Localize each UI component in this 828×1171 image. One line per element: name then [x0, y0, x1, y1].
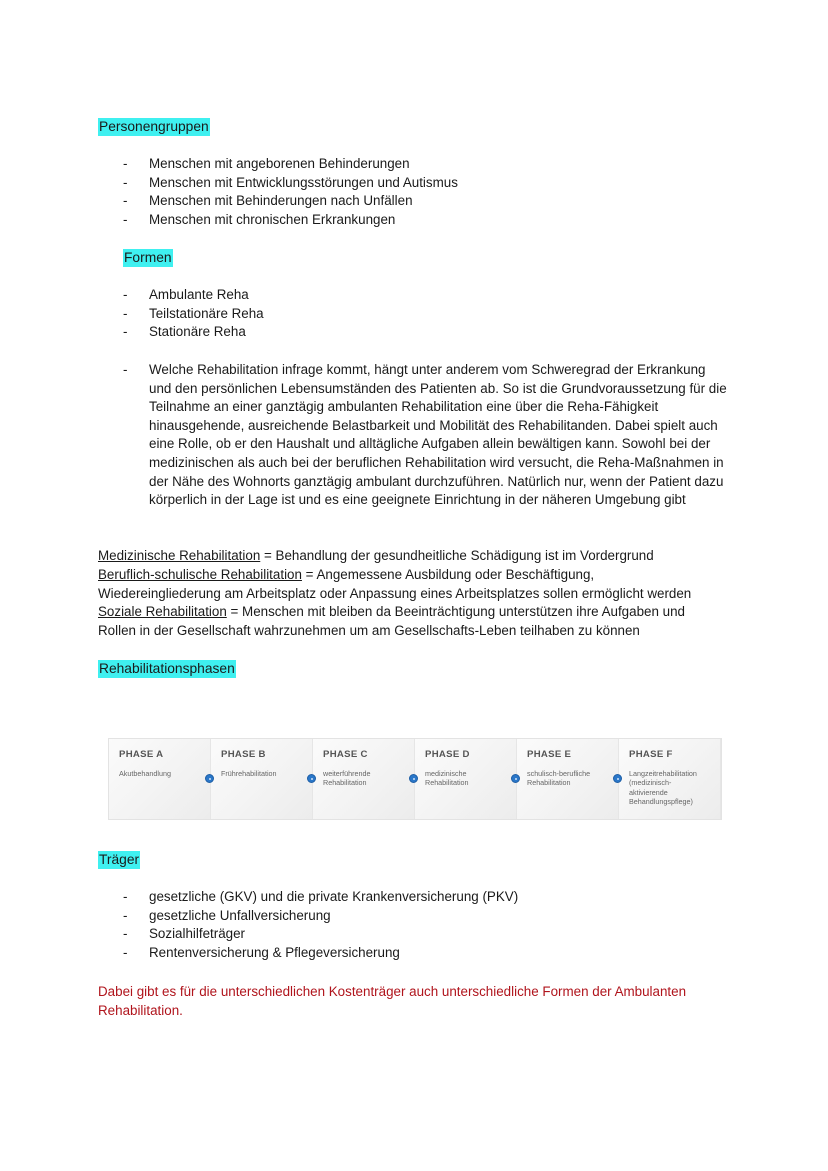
- list-marker: -: [123, 193, 128, 209]
- definition-sozial-cont: Rollen in der Gesellschaft wahrzunehmen um am Gesellschafts-Leben teilhaben zu können: [98, 623, 640, 639]
- heading-rehabilitationsphasen: Rehabilitationsphasen: [99, 661, 235, 676]
- phase-description: weiterführende Rehabilitation: [323, 769, 371, 788]
- personengruppen-list: [123, 155, 458, 230]
- heading-personengruppen: Personengruppen: [99, 119, 209, 134]
- traeger-list: [123, 888, 518, 963]
- phase-title: PHASE E: [527, 749, 572, 760]
- list-marker: -: [123, 907, 128, 923]
- list-marker: -: [123, 305, 128, 321]
- phase-f: [619, 739, 721, 819]
- phase-b: [211, 739, 313, 819]
- definition-beruflich: Beruflich-schulische Rehabilitation = Angemessene Ausbildung oder Beschäftigung,: [98, 566, 595, 582]
- phase-connector-icon: [409, 774, 418, 783]
- list-item: - gesetzliche Unfallversicherung: [123, 907, 518, 926]
- list-item: - Stationäre Reha: [123, 323, 264, 342]
- definition-beruflich-cont: Wiedereingliederung am Arbeitsplatz oder Anpassung eines Arbeitsplatzes sollen ermöglicht werden: [98, 585, 692, 601]
- phase-description: Akutbehandlung: [119, 769, 171, 778]
- phase-title: PHASE C: [323, 749, 368, 760]
- phases-diagram: [108, 738, 722, 820]
- phase-title: PHASE A: [119, 749, 164, 760]
- formen-paragraph: - Welche Rehabilitation infrage kommt, hängt unter anderem vom Schweregrad der Erkrankung und den persönlichen Lebensumständen des Patienten ab. So ist die Grundvoraussetzung für die Teilnahme an einer ganztägig ambulanten Rehabilitation eine über die Reha-Fähigkeit hinausgehende, ausreichende Belastbarkeit und Mobilität des Rehabilitanden. Dabei spielt auch eine Rolle, ob er den Haushalt und alltägliche Aufgaben allein bewältigen kann. Sowohl bei der medizinischen als auch bei der beruflichen Rehabilitation wird versucht, die Reha-Maßnahmen in der Nähe des Wohnorts ganztägig ambulant durchzuführen. Natürlich nur, wenn der Patient dazu körperlich in der Lage ist und es eine geeignete Einrichtung in der näheren Umgebung gibt: [123, 362, 727, 508]
- phase-e: [517, 739, 619, 819]
- list-marker: -: [123, 212, 128, 228]
- list-marker: -: [123, 926, 128, 942]
- phase-title: PHASE B: [221, 749, 266, 760]
- formen-list: [123, 286, 264, 342]
- note-text: Dabei gibt es für die unterschiedlichen Kostenträger auch unterschiedliche Formen der Ambulanten Rehabilitation.: [98, 984, 687, 1018]
- phase-c: [313, 739, 415, 819]
- heading-formen: Formen: [124, 250, 172, 265]
- phase-description: medizinische Rehabilitation: [425, 769, 469, 788]
- list-marker: -: [123, 156, 128, 171]
- list-item: - Menschen mit Entwicklungsstörungen und Autismus: [123, 174, 458, 193]
- list-marker: -: [123, 945, 128, 961]
- definitions-block: [98, 547, 738, 641]
- phase-connector-icon: [205, 774, 214, 783]
- phase-connector-icon: [613, 774, 622, 783]
- phase-title: PHASE F: [629, 749, 673, 760]
- list-item: - Menschen mit Behinderungen nach Unfällen: [123, 192, 458, 211]
- heading-traeger: Träger: [99, 852, 140, 867]
- phase-a: [109, 739, 211, 819]
- phase-description: schulisch-berufliche Rehabilitation: [527, 769, 591, 788]
- list-item: - Teilstationäre Reha: [123, 305, 264, 324]
- phase-d: [415, 739, 517, 819]
- definition-sozial: Soziale Rehabilitation = Menschen mit bleiben da Beeinträchtigung unterstützen ihre Aufgaben und: [98, 604, 685, 620]
- list-marker: -: [123, 287, 128, 302]
- list-item: - Rentenversicherung & Pflegeversicherung: [123, 944, 518, 963]
- list-item: - gesetzliche (GKV) und die private Krankenversicherung (PKV): [123, 888, 518, 907]
- phase-title: PHASE D: [425, 749, 470, 760]
- list-item: - Sozialhilfeträger: [123, 925, 518, 944]
- phase-connector-icon: [307, 774, 316, 783]
- list-marker: -: [123, 362, 128, 377]
- list-item: - Menschen mit chronischen Erkrankungen: [123, 211, 458, 230]
- list-item: - Ambulante Reha: [123, 286, 264, 305]
- phase-description: Frührehabilitation: [221, 769, 277, 778]
- list-marker: -: [123, 174, 128, 190]
- list-marker: -: [123, 889, 128, 904]
- phase-connector-icon: [511, 774, 520, 783]
- definition-medizinisch: Medizinische Rehabilitation = Behandlung der gesundheitliche Schädigung ist im Vordergrund: [98, 548, 654, 563]
- phase-description: Langzeitrehabilitation (medizinisch- aktivierende Behandlungspflege): [629, 769, 697, 806]
- list-item: - Menschen mit angeborenen Behinderungen: [123, 155, 458, 174]
- list-marker: -: [123, 324, 128, 340]
